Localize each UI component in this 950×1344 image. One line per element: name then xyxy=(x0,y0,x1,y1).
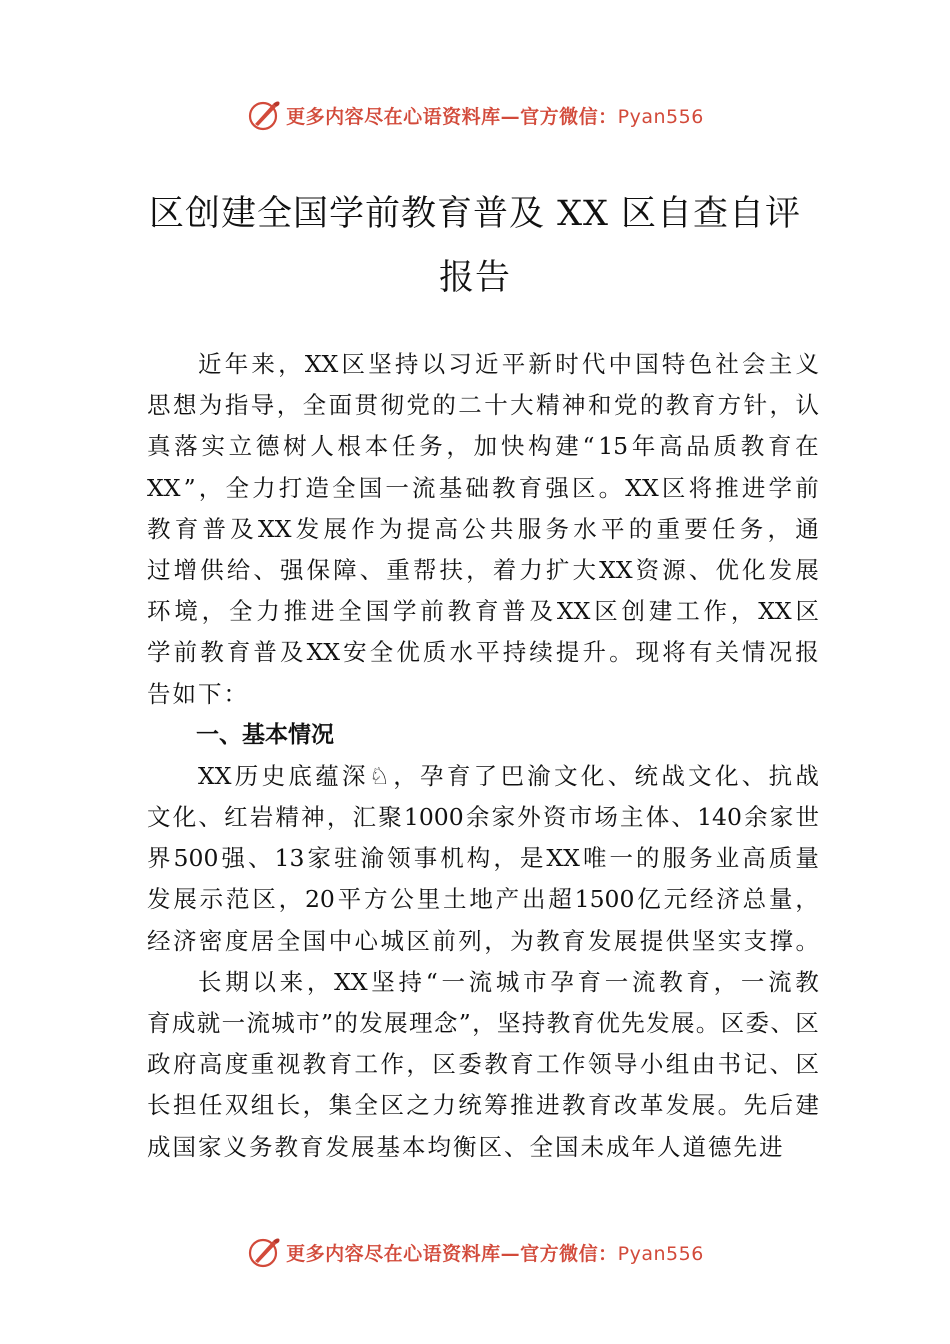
paragraph-history xyxy=(147,756,819,962)
text-line: 过 增 供 给 、 强 保 障 、 重 帮 扶 ， 着 力 扩 大 XX 资 源 、 优 化 发 展 xyxy=(147,555,819,584)
text-line: 经 济 密 度 居 全 国 中 心 城 区 前 列 ， 为 教 育 发 展 提 供 坚 实 支 撑 。 xyxy=(147,926,819,955)
footer-banner xyxy=(0,1232,950,1272)
text-line: 文 化 、 红 岩 精 神 ， 汇 聚 1000 余 家 外 资 市 场 主 体 、 140 余 家 世 xyxy=(147,803,819,832)
text-line: 真 落 实 立 德 树 人 根 本 任 务 ， 加 快 构 建 “ 15 年 高 品 质 教 育 在 xyxy=(147,432,819,461)
text-line: 育 成 就 一 流 城 市 ” 的 发 展 理 念 ” ， 坚 持 教 育 优 先 发 展 。 区 委 、 区 xyxy=(147,1009,819,1037)
text-line: 思 想 为 指 导 ， 全 面 贯 彻 党 的 二 十 大 精 神 和 党 的 教 育 方 针 ， 认 xyxy=(147,391,819,420)
text-line: 学 前 教 育 普 及 XX 安 全 优 质 水 平 持 续 提 升 。 现 将 有 关 情 况 报 xyxy=(147,638,819,667)
text-line: XX 历 史 底 蕴 深 ♘ ， 孕 育 了 巴 渝 文 化 、 统 战 文 化 、 抗 战 xyxy=(198,761,819,790)
banner-text: 更多内容尽在心语资料库—官方微信：Pyan556 xyxy=(286,1242,704,1265)
title-line-2: 报告 xyxy=(438,258,511,298)
paragraph-intro xyxy=(147,344,819,715)
quill-logo-icon xyxy=(246,1234,282,1270)
text-line: 政 府 高 度 重 视 教 育 工 作 ， 区 委 教 育 工 作 领 导 小 组 由 书 记 、 区 xyxy=(147,1050,819,1079)
text-line: 环 境 ， 全 力 推 进 全 国 学 前 教 育 普 及 XX 区 创 建 工 作 ， XX 区 xyxy=(147,597,819,626)
section-heading: 一、基本情况 xyxy=(196,721,334,748)
quill-logo-icon xyxy=(246,97,282,133)
text-line: 界 500 强 、 13 家 驻 渝 领 事 机 构 ， 是 XX 唯 一 的 服 务 业 高 质 量 xyxy=(147,844,819,873)
text-line: XX ” ， 全 力 打 造 全 国 一 流 基 础 教 育 强 区 。 XX 区 将 推 进 学 前 xyxy=(147,473,819,502)
header-banner xyxy=(0,95,950,135)
text-line: 长 担 任 双 组 长 ， 集 全 区 之 力 统 筹 推 进 教 育 改 革 发 展 。 先 后 建 xyxy=(147,1091,819,1120)
paragraph-priority xyxy=(147,962,819,1168)
text-line: 近 年 来 ， XX 区 坚 持 以 习 近 平 新 时 代 中 国 特 色 社 会 主 义 xyxy=(198,350,819,378)
document-title xyxy=(80,182,870,310)
text-line: 成国家义务教育发展基本均衡区、全国未成年人道德先进 xyxy=(147,1132,785,1161)
title-line-1: 区创建全国学前教育普及 XX 区自查自评 xyxy=(148,194,802,234)
text-line: 长 期 以 来 ， XX 坚 持 “ 一 流 城 市 孕 育 一 流 教 育 ， 一 流 教 xyxy=(198,967,819,996)
text-line: 教 育 普 及 XX 发 展 作 为 提 高 公 共 服 务 水 平 的 重 要 任 务 ， 通 xyxy=(147,514,819,543)
text-line: 发 展 示 范 区 ， 20 平 方 公 里 土 地 产 出 超 1500 亿 元 经 济 总 量 ， xyxy=(147,885,819,914)
text-line: 告如下： xyxy=(147,679,249,708)
banner-text: 更多内容尽在心语资料库—官方微信：Pyan556 xyxy=(286,105,704,128)
document-body xyxy=(147,344,819,1168)
